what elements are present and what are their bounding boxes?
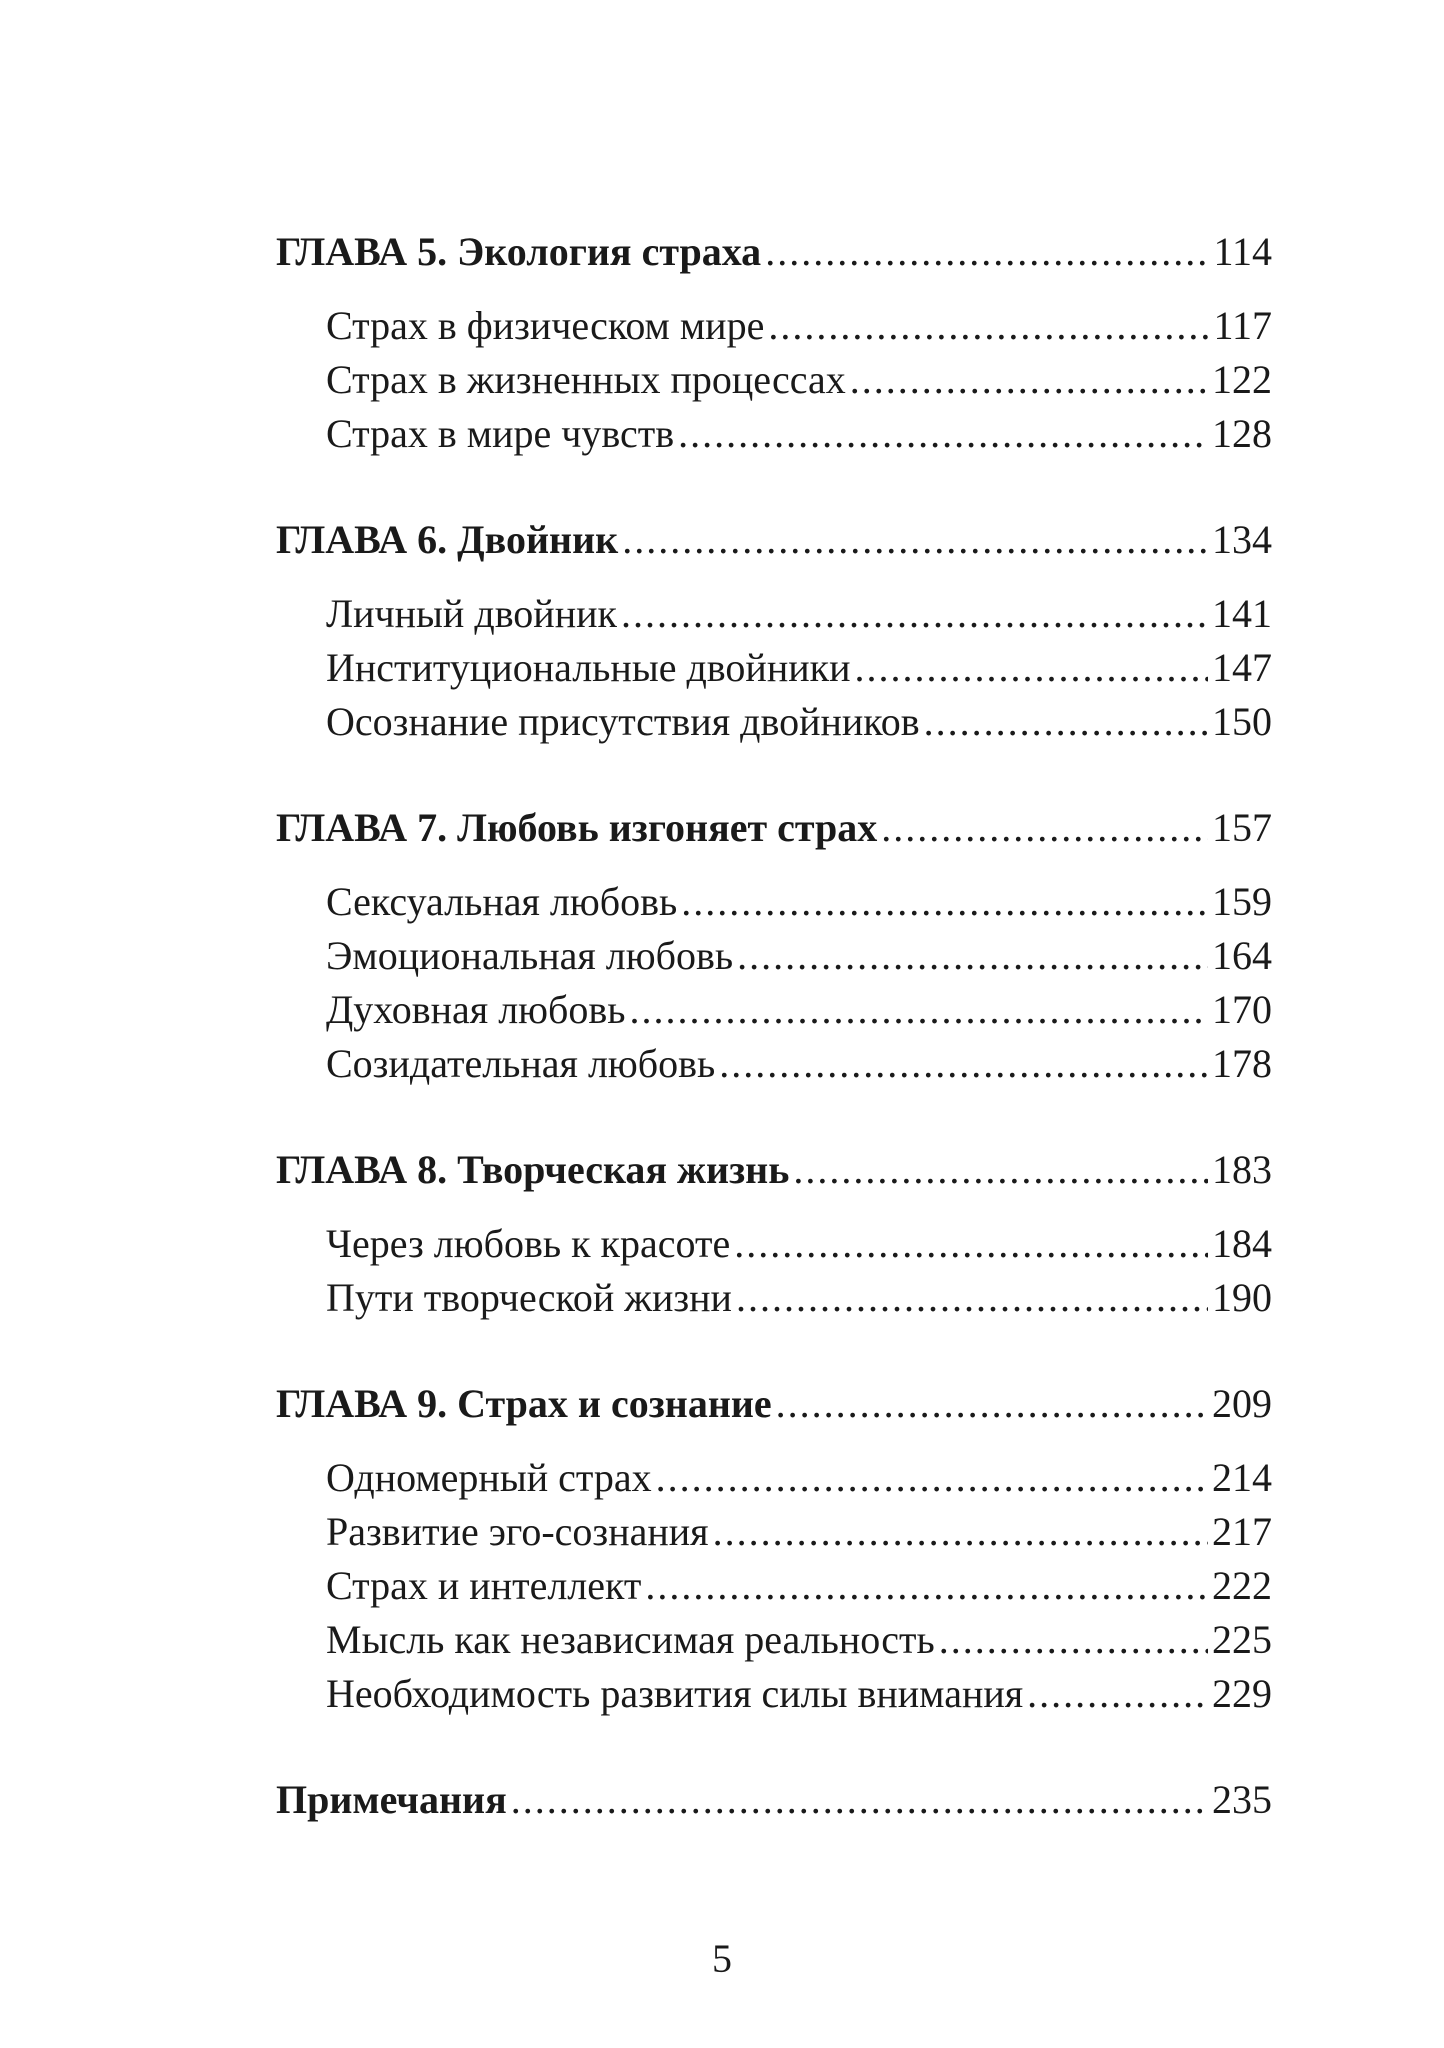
toc-chapter-9[interactable] [276,1377,1272,1431]
dot-leader [737,929,1208,983]
dot-leader [768,299,1209,353]
dot-leader [681,875,1208,929]
dot-leader [719,1037,1208,1091]
table-of-contents [276,225,1272,1827]
section-title: Институциональные двойники [326,645,851,690]
dot-leader [736,1271,1208,1325]
toc-section[interactable] [276,587,1272,641]
page-number: 5 [712,1936,732,1981]
section-page-number: 225 [1212,1617,1272,1662]
dot-leader [765,225,1209,279]
section-page-number: 222 [1212,1563,1272,1608]
toc-chapter-6[interactable] [276,513,1272,567]
section-title: Личный двойник [326,591,617,636]
dot-leader [881,801,1208,855]
section-title: Необходимость развития силы внимания [326,1671,1024,1716]
chapter-title: ГЛАВА 5. Экология страха [276,229,762,274]
section-title: Мысль как независимая реальность [326,1617,935,1662]
section-title: Развитие эго-сознания [326,1509,709,1554]
toc-section[interactable] [276,407,1272,461]
toc-chapter-8[interactable] [276,1143,1272,1197]
section-page-number: 217 [1212,1509,1272,1554]
chapter-page-number: 157 [1212,805,1272,850]
section-title: Созидательная любовь [326,1041,716,1086]
toc-chapter-5[interactable] [276,225,1272,279]
toc-notes[interactable] [276,1773,1272,1827]
section-page-number: 184 [1212,1221,1272,1266]
dot-leader [793,1143,1208,1197]
dot-leader [630,983,1208,1037]
dot-leader [939,1613,1208,1667]
section-title: Страх в мире чувств [326,411,675,456]
toc-section[interactable] [276,929,1272,983]
dot-leader [645,1559,1208,1613]
section-title: Духовная любовь [326,987,626,1032]
toc-section[interactable] [276,641,1272,695]
chapter-page-number: 209 [1212,1381,1272,1426]
dot-leader [621,587,1208,641]
dot-leader [734,1217,1208,1271]
dot-leader [622,513,1208,567]
chapter-page-number: 114 [1213,229,1272,274]
toc-section[interactable] [276,1037,1272,1091]
dot-leader [854,641,1208,695]
toc-section[interactable] [276,1559,1272,1613]
section-page-number: 150 [1212,699,1272,744]
section-title: Страх в жизненных процессах [326,357,846,402]
section-title: Осознание присутствия двойников [326,699,920,744]
chapter-page-number: 134 [1212,517,1272,562]
chapter-title: ГЛАВА 7. Любовь изгоняет страх [276,805,878,850]
section-page-number: 178 [1212,1041,1272,1086]
section-title: Через любовь к красоте [326,1221,731,1266]
dot-leader [776,1377,1208,1431]
section-page-number: 190 [1212,1275,1272,1320]
toc-chapter-7[interactable] [276,801,1272,855]
section-page-number: 170 [1212,987,1272,1032]
toc-section[interactable] [276,1613,1272,1667]
dot-leader [656,1451,1208,1505]
toc-section[interactable] [276,1271,1272,1325]
chapter-title: ГЛАВА 8. Творческая жизнь [276,1147,790,1192]
section-title: Пути творческой жизни [326,1275,732,1320]
section-title: Одномерный страх [326,1455,652,1500]
dot-leader [1027,1667,1208,1721]
section-page-number: 147 [1212,645,1272,690]
toc-section[interactable] [276,299,1272,353]
chapter-title: ГЛАВА 6. Двойник [276,517,619,562]
toc-section[interactable] [276,983,1272,1037]
toc-section[interactable] [276,1505,1272,1559]
section-page-number: 141 [1212,591,1272,636]
chapter-page-number: 235 [1212,1777,1272,1822]
section-page-number: 159 [1212,879,1272,924]
section-page-number: 214 [1212,1455,1272,1500]
section-page-number: 229 [1212,1671,1272,1716]
dot-leader [924,695,1208,749]
section-page-number: 122 [1212,357,1272,402]
dot-leader [713,1505,1208,1559]
toc-section[interactable] [276,353,1272,407]
toc-section[interactable] [276,1667,1272,1721]
toc-section[interactable] [276,1451,1272,1505]
chapter-title: Примечания [276,1777,507,1822]
section-page-number: 117 [1213,303,1272,348]
toc-section[interactable] [276,875,1272,929]
chapter-page-number: 183 [1212,1147,1272,1192]
section-title: Сексуальная любовь [326,879,678,924]
section-title: Эмоциональная любовь [326,933,734,978]
chapter-title: ГЛАВА 9. Страх и сознание [276,1381,772,1426]
toc-section[interactable] [276,1217,1272,1271]
section-title: Страх в физическом мире [326,303,765,348]
dot-leader [850,353,1208,407]
toc-section[interactable] [276,695,1272,749]
section-title: Страх и интеллект [326,1563,642,1608]
dot-leader [511,1773,1208,1827]
section-page-number: 164 [1212,933,1272,978]
section-page-number: 128 [1212,411,1272,456]
dot-leader [678,407,1208,461]
